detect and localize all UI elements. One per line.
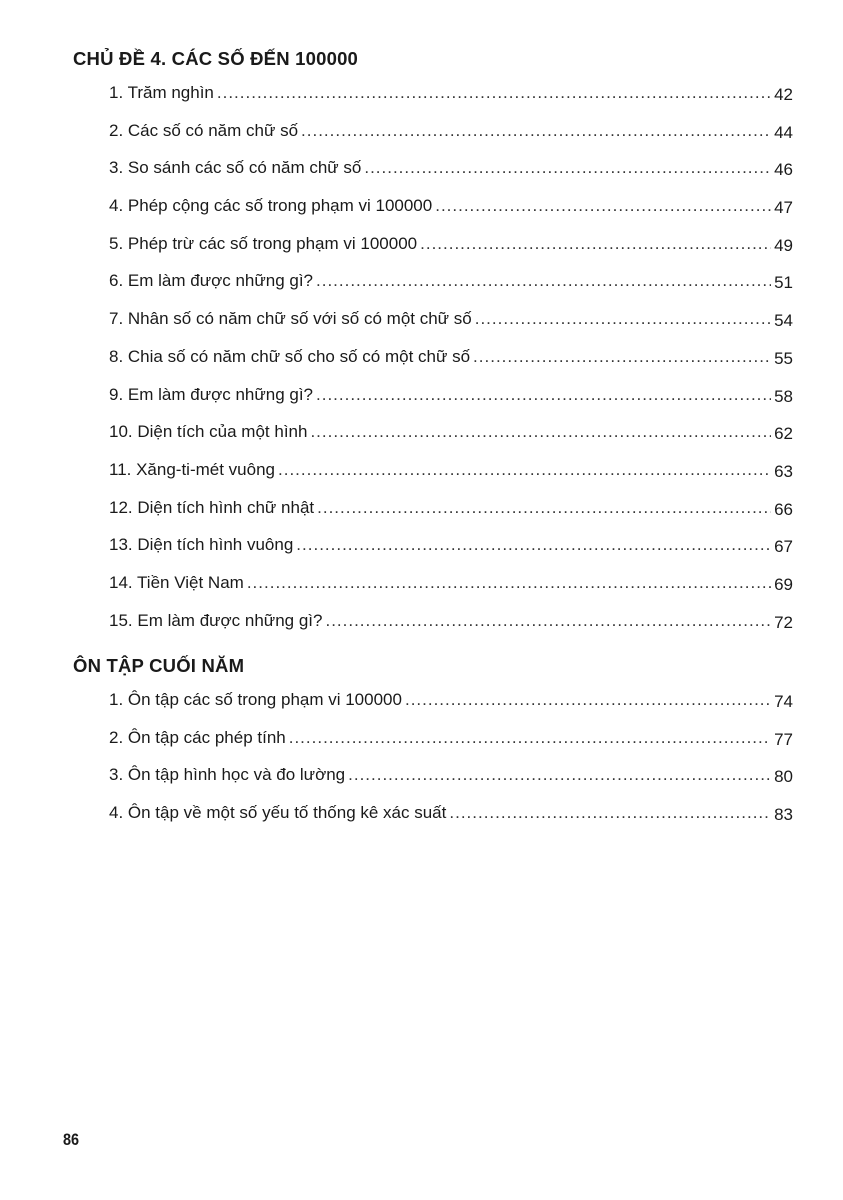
toc-entry[interactable] (73, 225, 793, 263)
entry-page-number: 77 (774, 729, 793, 749)
dot-leader (316, 262, 771, 300)
toc-entry[interactable] (73, 376, 793, 414)
entry-page-number: 42 (774, 85, 793, 104)
entry-title: 9. Em làm được những gì? (109, 384, 313, 404)
dot-leader (289, 719, 771, 757)
toc-entry[interactable] (73, 74, 793, 112)
toc-entry[interactable] (73, 526, 793, 564)
entry-title: 5. Phép trừ các số trong phạm vi 100000 (109, 233, 418, 253)
entry-page-number: 67 (774, 537, 793, 557)
entry-page-number: 54 (774, 311, 793, 331)
dot-leader (473, 338, 771, 376)
entry-title: 8. Chia số có năm chữ số cho số có một chữ số (109, 346, 471, 366)
dot-leader (348, 756, 771, 794)
entry-title: 4. Phép cộng các số trong phạm vi 100000 (109, 196, 433, 216)
entry-title: 7. Nhân số có năm chữ số với số có một chữ số (109, 309, 472, 329)
toc-entry[interactable] (73, 413, 793, 451)
dot-leader (405, 681, 771, 719)
toc-entry[interactable] (73, 451, 793, 489)
entry-title: 1. Trăm nghìn (109, 83, 214, 102)
toc-entry[interactable] (73, 262, 793, 300)
dot-leader (449, 794, 771, 832)
entry-title: 3. Ôn tập hình học và đo lường (109, 765, 346, 785)
entry-page-number: 49 (774, 235, 793, 255)
toc-entry[interactable] (73, 149, 793, 187)
dot-leader (316, 376, 771, 414)
toc-list (73, 681, 793, 832)
dot-leader (310, 413, 771, 451)
dot-leader (247, 564, 771, 602)
entry-page-number: 66 (774, 499, 793, 519)
entry-title: 2. Các số có năm chữ số (109, 120, 299, 140)
dot-leader (364, 149, 771, 187)
toc-entry[interactable] (73, 300, 793, 338)
dot-leader (317, 489, 771, 527)
dot-leader (301, 112, 771, 150)
dot-leader (420, 225, 771, 263)
entry-page-number: 72 (774, 612, 793, 632)
entry-title: 13. Diện tích hình vuông (109, 535, 294, 555)
entry-title: 12. Diện tích hình chữ nhật (109, 497, 315, 517)
entry-title: 14. Tiền Việt Nam (109, 572, 244, 592)
toc-entry[interactable] (73, 681, 793, 719)
toc-section-topic-4 (73, 44, 793, 639)
entry-page-number: 62 (774, 424, 793, 444)
entry-title: 10. Diện tích của một hình (109, 422, 308, 442)
dot-leader (296, 526, 771, 564)
dot-leader (435, 187, 771, 225)
toc-entry[interactable] (73, 602, 793, 640)
entry-title: 15. Em làm được những gì? (109, 610, 323, 630)
section-heading: ÔN TẬP CUỐI NĂM (73, 655, 245, 676)
entry-page-number: 58 (774, 386, 793, 406)
toc-list (73, 74, 793, 639)
page-number: 86 (63, 1130, 80, 1149)
entry-title: 2. Ôn tập các phép tính (109, 727, 286, 747)
entry-title: 6. Em làm được những gì? (109, 271, 313, 291)
entry-page-number: 44 (774, 122, 793, 142)
dot-leader (217, 74, 771, 112)
toc-entry[interactable] (73, 756, 793, 794)
entry-page-number: 63 (774, 461, 793, 481)
toc-entry[interactable] (73, 794, 793, 832)
entry-title: 11. Xăng-ti-mét vuông (109, 459, 275, 479)
entry-page-number: 46 (774, 160, 793, 180)
entry-page-number: 55 (774, 348, 793, 368)
entry-page-number: 74 (774, 692, 793, 711)
entry-title: 4. Ôn tập về một số yếu tố thống kê xác suất (109, 803, 447, 823)
entry-title: 1. Ôn tập các số trong phạm vi 100000 (109, 690, 402, 709)
dot-leader (475, 300, 771, 338)
toc-section-year-end-review (73, 651, 793, 832)
entry-page-number: 51 (774, 273, 793, 293)
entry-page-number: 47 (774, 198, 793, 218)
toc-entry[interactable] (73, 187, 793, 225)
toc-entry[interactable] (73, 564, 793, 602)
entry-page-number: 69 (774, 574, 793, 594)
toc-entry[interactable] (73, 719, 793, 757)
entry-title: 3. So sánh các số có năm chữ số (109, 158, 362, 178)
section-heading: CHỦ ĐỀ 4. CÁC SỐ ĐẾN 100000 (73, 48, 359, 69)
toc-entry[interactable] (73, 338, 793, 376)
dot-leader (325, 602, 771, 640)
toc-entry[interactable] (73, 489, 793, 527)
entry-page-number: 80 (774, 767, 793, 787)
toc-entry[interactable] (73, 112, 793, 150)
dot-leader (278, 451, 771, 489)
entry-page-number: 83 (774, 805, 793, 825)
